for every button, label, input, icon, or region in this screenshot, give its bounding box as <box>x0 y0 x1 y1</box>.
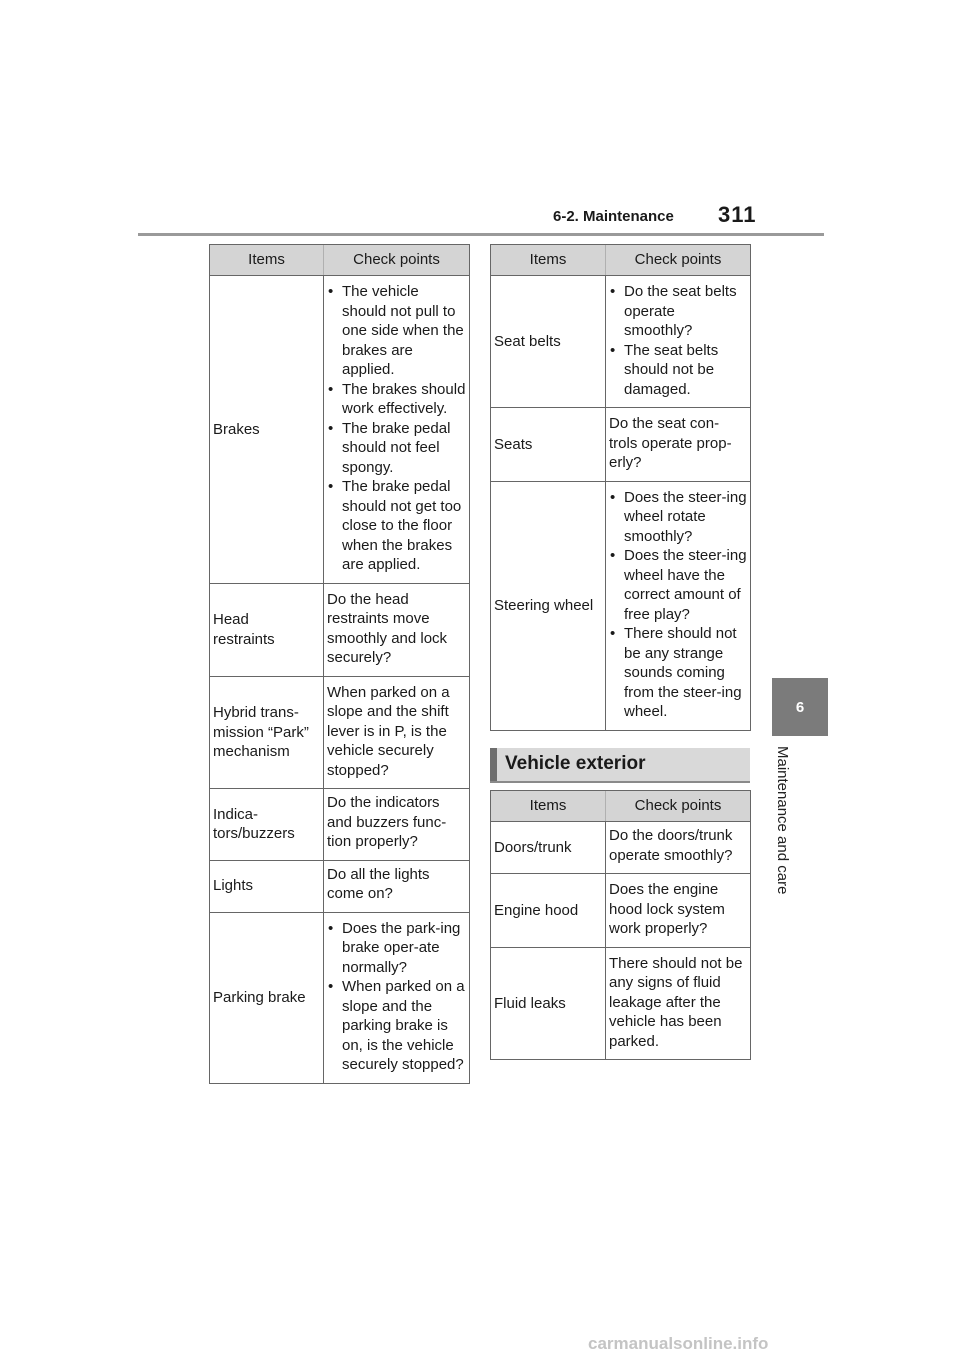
check-points-cell <box>606 276 751 408</box>
check-points-cell <box>606 481 751 730</box>
item-cell: Indica- tors/buzzers <box>210 789 324 861</box>
table-row <box>210 912 470 1083</box>
item-cell: Lights <box>210 860 324 912</box>
item-cell: Seats <box>491 408 606 482</box>
check-points-cell: When parked on a slope and the shift lever is in P, is the vehicle securely stopped? <box>324 676 470 789</box>
item-cell: Steering wheel <box>491 481 606 730</box>
column-header-check-points: Check points <box>324 245 470 276</box>
item-cell: Brakes <box>210 276 324 584</box>
inspection-table-right <box>490 244 751 731</box>
item-cell: Doors/trunk <box>491 822 606 874</box>
section-heading-rule <box>490 781 750 783</box>
item-cell: Seat belts <box>491 276 606 408</box>
check-points-cell: Does the engine hood lock system work properly? <box>606 874 751 948</box>
column-header-items: Items <box>210 245 324 276</box>
inspection-table-left <box>209 244 470 1084</box>
table-row <box>491 947 751 1060</box>
header-rule <box>138 233 824 236</box>
check-points-cell <box>324 912 470 1083</box>
watermark: carmanualsonline.info <box>588 1334 769 1353</box>
table-row <box>210 789 470 861</box>
chapter-label: Maintenance and care <box>774 746 791 895</box>
table-row <box>210 583 470 676</box>
check-points-cell <box>324 276 470 584</box>
check-point: • When parked on a slope and the parking brake is on, is the vehicle securely stopped? <box>327 977 466 1075</box>
check-point: • Does the steer-ing wheel have the correct amount of free play? <box>609 546 747 624</box>
page-number: 311 <box>718 202 757 227</box>
check-point: • Do the seat belts operate smoothly? <box>609 282 747 341</box>
table-row <box>210 676 470 789</box>
check-point: • The brakes should work effectively. <box>327 380 466 419</box>
column-header-check-points: Check points <box>606 245 751 276</box>
check-points-cell: There should not be any signs of fluid leakage after the vehicle has been parked. <box>606 947 751 1060</box>
check-point: • The seat belts should not be damaged. <box>609 341 747 400</box>
check-point: • Does the steer-ing wheel rotate smoothly? <box>609 488 747 547</box>
chapter-tab: 6 <box>772 678 828 736</box>
check-point: • There should not be any strange sounds coming from the steer-ing wheel. <box>609 624 747 722</box>
table-row <box>491 408 751 482</box>
table-row <box>491 822 751 874</box>
inspection-table-exterior <box>490 790 751 1060</box>
check-point: • The brake pedal should not get too close to the floor when the brakes are applied. <box>327 477 466 575</box>
item-cell: Head restraints <box>210 583 324 676</box>
item-cell: Hybrid trans- mission “Park” mechanism <box>210 676 324 789</box>
check-points-cell: Do all the lights come on? <box>324 860 470 912</box>
check-points-cell: Do the indicators and buzzers func-tion properly? <box>324 789 470 861</box>
check-point: • The vehicle should not pull to one side when the brakes are applied. <box>327 282 466 380</box>
column-header-items: Items <box>491 791 606 822</box>
check-point: • Does the park-ing brake oper-ate normally? <box>327 919 466 978</box>
item-cell: Fluid leaks <box>491 947 606 1060</box>
check-points-cell: Do the doors/trunk operate smoothly? <box>606 822 751 874</box>
table-row <box>210 860 470 912</box>
check-points-cell: Do the seat con-trols operate prop-erly? <box>606 408 751 482</box>
column-header-items: Items <box>491 245 606 276</box>
item-cell: Parking brake <box>210 912 324 1083</box>
section-heading-vehicle-exterior: Vehicle exterior <box>490 748 750 781</box>
table-row <box>210 276 470 584</box>
table-row <box>491 481 751 730</box>
table-row <box>491 874 751 948</box>
section-title: 6-2. Maintenance <box>553 208 674 225</box>
column-header-check-points: Check points <box>606 791 751 822</box>
check-point: • The brake pedal should not feel spongy. <box>327 419 466 478</box>
check-points-cell: Do the head restraints move smoothly and lock securely? <box>324 583 470 676</box>
item-cell: Engine hood <box>491 874 606 948</box>
table-row <box>491 276 751 408</box>
